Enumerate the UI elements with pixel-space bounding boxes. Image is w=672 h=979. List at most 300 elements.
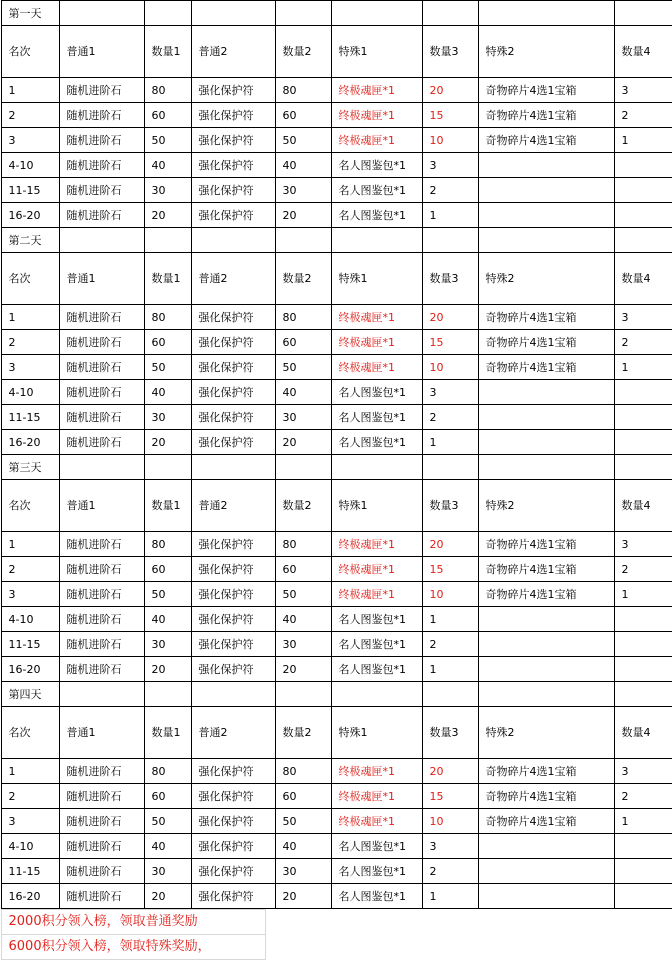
cell-qty2: 30 xyxy=(275,632,331,657)
column-header: 数量1 xyxy=(144,26,191,78)
header-row xyxy=(1,26,672,78)
cell-special2: 奇物碎片4选1宝箱 xyxy=(478,557,614,582)
cell-qty3: 1 xyxy=(422,884,478,909)
cell-rank: 16-20 xyxy=(1,657,59,682)
cell-qty4: 2 xyxy=(614,784,672,809)
cell-qty4: 3 xyxy=(614,532,672,557)
column-header: 名次 xyxy=(1,253,59,305)
cell-special1: 终极魂匣*1 xyxy=(331,103,422,128)
cell-normal2: 强化保护符 xyxy=(191,784,275,809)
column-header: 数量3 xyxy=(422,480,478,532)
cell-normal1: 随机进阶石 xyxy=(59,532,144,557)
column-header: 数量1 xyxy=(144,480,191,532)
cell-special1: 终极魂匣*1 xyxy=(331,78,422,103)
cell-special1: 名人图鉴包*1 xyxy=(331,405,422,430)
cell-normal1: 随机进阶石 xyxy=(59,759,144,784)
empty-cell xyxy=(59,1,144,26)
cell-qty1: 30 xyxy=(144,632,191,657)
table-row xyxy=(1,380,672,405)
cell-qty3: 1 xyxy=(422,657,478,682)
cell-special1: 终极魂匣*1 xyxy=(331,557,422,582)
cell-qty3: 3 xyxy=(422,153,478,178)
cell-qty3: 20 xyxy=(422,532,478,557)
cell-qty2: 60 xyxy=(275,784,331,809)
cell-qty2: 80 xyxy=(275,759,331,784)
cell-qty1: 20 xyxy=(144,430,191,455)
column-header: 普通1 xyxy=(59,707,144,759)
table-row xyxy=(1,809,672,834)
column-header: 数量4 xyxy=(614,707,672,759)
cell-rank: 2 xyxy=(1,784,59,809)
cell-normal2: 强化保护符 xyxy=(191,380,275,405)
cell-qty2: 30 xyxy=(275,405,331,430)
note-line: 2000积分领入榜，领取普通奖励 xyxy=(1,909,266,935)
cell-qty1: 50 xyxy=(144,128,191,153)
cell-qty4: 1 xyxy=(614,809,672,834)
day-title-row xyxy=(1,1,672,26)
note-line: 6000积分领入榜，领取特殊奖励， xyxy=(1,935,266,960)
cell-qty4: 1 xyxy=(614,355,672,380)
cell-qty1: 60 xyxy=(144,784,191,809)
cell-qty1: 80 xyxy=(144,305,191,330)
cell-qty1: 60 xyxy=(144,557,191,582)
cell-qty1: 50 xyxy=(144,355,191,380)
column-header: 特殊2 xyxy=(478,707,614,759)
cell-qty1: 50 xyxy=(144,582,191,607)
cell-normal1: 随机进阶石 xyxy=(59,607,144,632)
cell-rank: 2 xyxy=(1,103,59,128)
cell-qty3: 15 xyxy=(422,784,478,809)
empty-cell xyxy=(144,228,191,253)
cell-qty3: 15 xyxy=(422,103,478,128)
table-row xyxy=(1,305,672,330)
cell-rank: 4-10 xyxy=(1,153,59,178)
cell-special1: 名人图鉴包*1 xyxy=(331,657,422,682)
cell-normal2: 强化保护符 xyxy=(191,330,275,355)
table-row xyxy=(1,78,672,103)
cell-qty2: 20 xyxy=(275,884,331,909)
cell-qty3: 15 xyxy=(422,557,478,582)
column-header: 数量3 xyxy=(422,26,478,78)
cell-special2: 奇物碎片4选1宝箱 xyxy=(478,582,614,607)
table-row xyxy=(1,759,672,784)
cell-special1: 终极魂匣*1 xyxy=(331,305,422,330)
empty-cell xyxy=(275,1,331,26)
column-header: 特殊2 xyxy=(478,253,614,305)
cell-special1: 名人图鉴包*1 xyxy=(331,430,422,455)
empty-cell xyxy=(275,455,331,480)
cell-qty1: 40 xyxy=(144,607,191,632)
cell-qty4: 2 xyxy=(614,103,672,128)
empty-cell xyxy=(191,682,275,707)
table-row xyxy=(1,834,672,859)
empty-cell xyxy=(478,455,614,480)
cell-qty2: 80 xyxy=(275,78,331,103)
cell-qty4: 3 xyxy=(614,78,672,103)
cell-normal2: 强化保护符 xyxy=(191,657,275,682)
column-header: 特殊1 xyxy=(331,707,422,759)
table-row xyxy=(1,884,672,909)
cell-rank: 1 xyxy=(1,532,59,557)
cell-qty3: 20 xyxy=(422,759,478,784)
cell-rank: 1 xyxy=(1,305,59,330)
cell-normal2: 强化保护符 xyxy=(191,103,275,128)
column-header: 特殊2 xyxy=(478,26,614,78)
column-header: 普通1 xyxy=(59,480,144,532)
day-title: 第三天 xyxy=(1,455,59,480)
cell-normal2: 强化保护符 xyxy=(191,632,275,657)
table-row xyxy=(1,557,672,582)
cell-qty4 xyxy=(614,632,672,657)
column-header: 名次 xyxy=(1,707,59,759)
cell-special1: 终极魂匣*1 xyxy=(331,784,422,809)
cell-qty1: 60 xyxy=(144,103,191,128)
cell-qty1: 50 xyxy=(144,809,191,834)
cell-normal2: 强化保护符 xyxy=(191,884,275,909)
cell-special1: 名人图鉴包*1 xyxy=(331,178,422,203)
cell-normal2: 强化保护符 xyxy=(191,178,275,203)
cell-special2 xyxy=(478,405,614,430)
cell-qty1: 60 xyxy=(144,330,191,355)
empty-cell xyxy=(422,1,478,26)
cell-special1: 名人图鉴包*1 xyxy=(331,380,422,405)
cell-normal1: 随机进阶石 xyxy=(59,430,144,455)
table-row xyxy=(1,128,672,153)
cell-qty3: 1 xyxy=(422,430,478,455)
cell-qty3: 3 xyxy=(422,380,478,405)
cell-normal2: 强化保护符 xyxy=(191,557,275,582)
table-row xyxy=(1,430,672,455)
table-row xyxy=(1,859,672,884)
header-row xyxy=(1,480,672,532)
cell-qty3: 2 xyxy=(422,405,478,430)
cell-normal1: 随机进阶石 xyxy=(59,78,144,103)
empty-cell xyxy=(191,1,275,26)
column-header: 数量2 xyxy=(275,253,331,305)
cell-normal2: 强化保护符 xyxy=(191,834,275,859)
cell-normal1: 随机进阶石 xyxy=(59,153,144,178)
cell-normal1: 随机进阶石 xyxy=(59,632,144,657)
cell-qty4 xyxy=(614,430,672,455)
column-header: 数量2 xyxy=(275,480,331,532)
day-title-row xyxy=(1,228,672,253)
cell-normal1: 随机进阶石 xyxy=(59,834,144,859)
column-header: 数量1 xyxy=(144,253,191,305)
cell-qty4: 3 xyxy=(614,305,672,330)
header-row xyxy=(1,253,672,305)
cell-normal2: 强化保护符 xyxy=(191,607,275,632)
empty-cell xyxy=(614,228,672,253)
table-row xyxy=(1,657,672,682)
cell-normal1: 随机进阶石 xyxy=(59,103,144,128)
column-header: 特殊2 xyxy=(478,480,614,532)
cell-special1: 终极魂匣*1 xyxy=(331,128,422,153)
cell-normal1: 随机进阶石 xyxy=(59,557,144,582)
cell-qty1: 40 xyxy=(144,380,191,405)
cell-special2: 奇物碎片4选1宝箱 xyxy=(478,809,614,834)
column-header: 普通1 xyxy=(59,253,144,305)
empty-cell xyxy=(614,682,672,707)
column-header: 普通2 xyxy=(191,26,275,78)
cell-special1: 名人图鉴包*1 xyxy=(331,859,422,884)
cell-rank: 1 xyxy=(1,759,59,784)
table-row xyxy=(1,355,672,380)
day-title: 第一天 xyxy=(1,1,59,26)
cell-qty2: 60 xyxy=(275,103,331,128)
cell-special2: 奇物碎片4选1宝箱 xyxy=(478,78,614,103)
cell-special2 xyxy=(478,607,614,632)
cell-qty3: 20 xyxy=(422,305,478,330)
cell-rank: 2 xyxy=(1,557,59,582)
table-row xyxy=(1,330,672,355)
cell-rank: 4-10 xyxy=(1,834,59,859)
cell-qty3: 10 xyxy=(422,809,478,834)
table-row xyxy=(1,607,672,632)
cell-rank: 11-15 xyxy=(1,632,59,657)
cell-qty2: 20 xyxy=(275,430,331,455)
cell-rank: 11-15 xyxy=(1,178,59,203)
cell-normal1: 随机进阶石 xyxy=(59,784,144,809)
empty-cell xyxy=(331,1,422,26)
empty-cell xyxy=(331,228,422,253)
cell-rank: 16-20 xyxy=(1,884,59,909)
cell-special2 xyxy=(478,632,614,657)
cell-qty4: 3 xyxy=(614,759,672,784)
cell-rank: 4-10 xyxy=(1,380,59,405)
column-header: 普通1 xyxy=(59,26,144,78)
empty-cell xyxy=(478,682,614,707)
empty-cell xyxy=(59,228,144,253)
cell-rank: 3 xyxy=(1,582,59,607)
empty-cell xyxy=(144,1,191,26)
empty-cell xyxy=(275,228,331,253)
column-header: 数量4 xyxy=(614,26,672,78)
notes xyxy=(1,909,672,960)
table-row xyxy=(1,178,672,203)
cell-normal1: 随机进阶石 xyxy=(59,203,144,228)
cell-normal1: 随机进阶石 xyxy=(59,305,144,330)
cell-qty3: 10 xyxy=(422,128,478,153)
empty-cell xyxy=(422,228,478,253)
cell-qty2: 50 xyxy=(275,128,331,153)
cell-qty1: 40 xyxy=(144,153,191,178)
table-row xyxy=(1,632,672,657)
cell-qty1: 80 xyxy=(144,78,191,103)
empty-cell xyxy=(478,228,614,253)
cell-normal2: 强化保护符 xyxy=(191,203,275,228)
column-header: 数量2 xyxy=(275,26,331,78)
day-title: 第四天 xyxy=(1,682,59,707)
cell-normal2: 强化保护符 xyxy=(191,153,275,178)
table-row xyxy=(1,582,672,607)
cell-special1: 名人图鉴包*1 xyxy=(331,203,422,228)
cell-normal1: 随机进阶石 xyxy=(59,657,144,682)
cell-normal2: 强化保护符 xyxy=(191,759,275,784)
table-body xyxy=(1,1,672,909)
cell-qty2: 40 xyxy=(275,834,331,859)
cell-qty2: 20 xyxy=(275,203,331,228)
column-header: 数量3 xyxy=(422,707,478,759)
cell-special1: 终极魂匣*1 xyxy=(331,809,422,834)
cell-qty3: 15 xyxy=(422,330,478,355)
cell-qty4: 2 xyxy=(614,557,672,582)
cell-rank: 11-15 xyxy=(1,405,59,430)
cell-rank: 2 xyxy=(1,330,59,355)
cell-qty3: 1 xyxy=(422,607,478,632)
cell-qty2: 30 xyxy=(275,178,331,203)
cell-special2: 奇物碎片4选1宝箱 xyxy=(478,128,614,153)
cell-normal1: 随机进阶石 xyxy=(59,380,144,405)
cell-qty1: 80 xyxy=(144,759,191,784)
empty-cell xyxy=(275,682,331,707)
cell-special2 xyxy=(478,203,614,228)
empty-cell xyxy=(191,455,275,480)
cell-qty1: 20 xyxy=(144,657,191,682)
cell-normal1: 随机进阶石 xyxy=(59,884,144,909)
cell-qty2: 40 xyxy=(275,380,331,405)
column-header: 特殊1 xyxy=(331,480,422,532)
cell-special2: 奇物碎片4选1宝箱 xyxy=(478,532,614,557)
cell-qty1: 40 xyxy=(144,834,191,859)
cell-qty4 xyxy=(614,153,672,178)
cell-normal2: 强化保护符 xyxy=(191,582,275,607)
table-row xyxy=(1,784,672,809)
cell-qty3: 1 xyxy=(422,203,478,228)
empty-cell xyxy=(422,455,478,480)
cell-rank: 1 xyxy=(1,78,59,103)
cell-special2 xyxy=(478,430,614,455)
cell-normal2: 强化保护符 xyxy=(191,305,275,330)
cell-qty4: 2 xyxy=(614,330,672,355)
cell-normal2: 强化保护符 xyxy=(191,430,275,455)
cell-special2: 奇物碎片4选1宝箱 xyxy=(478,759,614,784)
table-row xyxy=(1,405,672,430)
table-row xyxy=(1,153,672,178)
cell-qty3: 10 xyxy=(422,582,478,607)
cell-qty3: 10 xyxy=(422,355,478,380)
day-title-row xyxy=(1,682,672,707)
cell-qty4 xyxy=(614,607,672,632)
cell-qty2: 80 xyxy=(275,532,331,557)
cell-normal1: 随机进阶石 xyxy=(59,405,144,430)
cell-normal1: 随机进阶石 xyxy=(59,330,144,355)
cell-special1: 终极魂匣*1 xyxy=(331,532,422,557)
cell-rank: 16-20 xyxy=(1,203,59,228)
cell-qty3: 3 xyxy=(422,834,478,859)
empty-cell xyxy=(614,455,672,480)
cell-rank: 3 xyxy=(1,128,59,153)
cell-normal2: 强化保护符 xyxy=(191,355,275,380)
cell-qty2: 50 xyxy=(275,582,331,607)
table-row xyxy=(1,103,672,128)
empty-cell xyxy=(478,1,614,26)
column-header: 数量3 xyxy=(422,253,478,305)
cell-qty4 xyxy=(614,405,672,430)
column-header: 特殊1 xyxy=(331,26,422,78)
cell-qty4 xyxy=(614,657,672,682)
empty-cell xyxy=(144,682,191,707)
empty-cell xyxy=(331,682,422,707)
cell-special1: 名人图鉴包*1 xyxy=(331,153,422,178)
cell-qty3: 20 xyxy=(422,78,478,103)
empty-cell xyxy=(614,1,672,26)
cell-normal1: 随机进阶石 xyxy=(59,355,144,380)
column-header: 数量4 xyxy=(614,480,672,532)
empty-cell xyxy=(59,455,144,480)
cell-rank: 4-10 xyxy=(1,607,59,632)
cell-rank: 3 xyxy=(1,809,59,834)
cell-rank: 16-20 xyxy=(1,430,59,455)
cell-normal2: 强化保护符 xyxy=(191,859,275,884)
cell-qty2: 40 xyxy=(275,153,331,178)
column-header: 普通2 xyxy=(191,480,275,532)
cell-qty1: 80 xyxy=(144,532,191,557)
column-header: 特殊1 xyxy=(331,253,422,305)
cell-qty4 xyxy=(614,380,672,405)
empty-cell xyxy=(422,682,478,707)
cell-qty2: 80 xyxy=(275,305,331,330)
cell-special2 xyxy=(478,884,614,909)
cell-qty2: 20 xyxy=(275,657,331,682)
column-header: 普通2 xyxy=(191,707,275,759)
cell-special2: 奇物碎片4选1宝箱 xyxy=(478,103,614,128)
cell-special2 xyxy=(478,859,614,884)
cell-special2 xyxy=(478,178,614,203)
cell-qty2: 30 xyxy=(275,859,331,884)
day-title-row xyxy=(1,455,672,480)
cell-qty4: 1 xyxy=(614,128,672,153)
cell-special1: 终极魂匣*1 xyxy=(331,355,422,380)
cell-normal1: 随机进阶石 xyxy=(59,128,144,153)
cell-qty3: 2 xyxy=(422,632,478,657)
cell-qty1: 30 xyxy=(144,859,191,884)
cell-special1: 名人图鉴包*1 xyxy=(331,884,422,909)
cell-qty1: 20 xyxy=(144,884,191,909)
cell-special2 xyxy=(478,834,614,859)
cell-qty3: 2 xyxy=(422,859,478,884)
empty-cell xyxy=(331,455,422,480)
cell-normal2: 强化保护符 xyxy=(191,532,275,557)
cell-qty2: 50 xyxy=(275,809,331,834)
cell-qty4 xyxy=(614,884,672,909)
cell-special2: 奇物碎片4选1宝箱 xyxy=(478,305,614,330)
header-row xyxy=(1,707,672,759)
column-header: 名次 xyxy=(1,26,59,78)
cell-special2: 奇物碎片4选1宝箱 xyxy=(478,784,614,809)
cell-normal1: 随机进阶石 xyxy=(59,178,144,203)
cell-qty1: 20 xyxy=(144,203,191,228)
cell-special1: 名人图鉴包*1 xyxy=(331,834,422,859)
cell-qty4: 1 xyxy=(614,582,672,607)
empty-cell xyxy=(144,455,191,480)
empty-cell xyxy=(191,228,275,253)
cell-qty3: 2 xyxy=(422,178,478,203)
column-header: 数量2 xyxy=(275,707,331,759)
cell-rank: 11-15 xyxy=(1,859,59,884)
cell-normal2: 强化保护符 xyxy=(191,809,275,834)
cell-normal1: 随机进阶石 xyxy=(59,859,144,884)
cell-rank: 3 xyxy=(1,355,59,380)
cell-qty4 xyxy=(614,859,672,884)
cell-qty2: 40 xyxy=(275,607,331,632)
cell-qty2: 60 xyxy=(275,557,331,582)
cell-qty2: 50 xyxy=(275,355,331,380)
cell-normal2: 强化保护符 xyxy=(191,405,275,430)
cell-qty4 xyxy=(614,203,672,228)
cell-qty1: 30 xyxy=(144,178,191,203)
cell-normal1: 随机进阶石 xyxy=(59,582,144,607)
cell-special1: 终极魂匣*1 xyxy=(331,759,422,784)
